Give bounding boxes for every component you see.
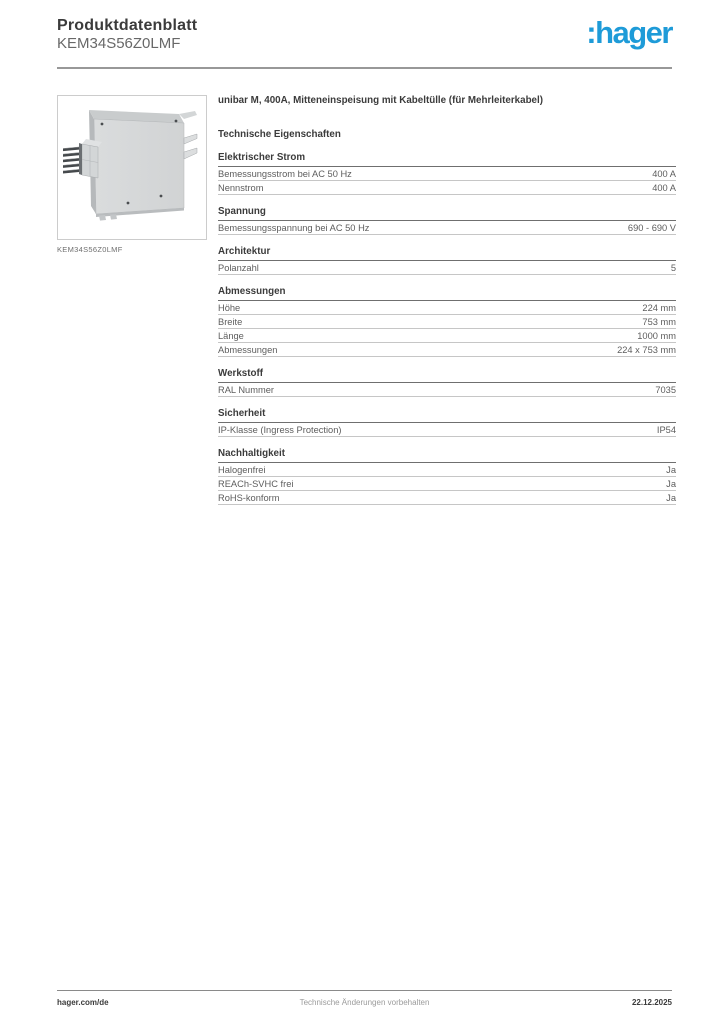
section-sicherheit <box>218 409 676 437</box>
spec-value: 400 A <box>652 183 676 193</box>
spec-label: RAL Nummer <box>218 385 274 395</box>
spec-value: 5 <box>670 263 676 273</box>
spec-value: 224 mm <box>642 303 676 313</box>
spec-label: Polanzahl <box>218 263 259 273</box>
section-elektrischer-strom <box>218 153 676 195</box>
spec-value: Ja <box>666 465 676 475</box>
section-architektur <box>218 247 676 275</box>
section-title: Architektur <box>218 247 676 261</box>
spec-row <box>218 315 676 329</box>
spec-value: 1000 mm <box>637 331 676 341</box>
spec-label: Höhe <box>218 303 241 313</box>
footer-disclaimer: Technische Änderungen vorbehalten <box>299 998 430 1007</box>
header-title-block <box>57 16 197 53</box>
product-code: KEM34S56Z0LMF <box>57 35 181 52</box>
spec-value: Ja <box>666 479 676 489</box>
spec-row <box>218 261 676 275</box>
spec-label: IP-Klasse (Ingress Protection) <box>218 425 342 435</box>
spec-label: Bemessungsstrom bei AC 50 Hz <box>218 169 352 179</box>
spec-row <box>218 329 676 343</box>
product-image <box>57 95 207 240</box>
spec-row <box>218 181 676 195</box>
spec-label: Breite <box>218 317 243 327</box>
spec-row <box>218 491 676 505</box>
spec-label: RoHS-konform <box>218 493 280 503</box>
spec-label: Abmessungen <box>218 345 278 355</box>
tech-properties-heading: Technische Eigenschaften <box>218 129 341 140</box>
header-divider <box>57 67 672 69</box>
section-title: Elektrischer Strom <box>218 153 676 167</box>
product-image-graphic <box>58 96 206 239</box>
spec-row <box>218 423 676 437</box>
spec-label: Nennstrom <box>218 183 264 193</box>
spec-value: Ja <box>666 493 676 503</box>
spec-row <box>218 463 676 477</box>
section-title: Spannung <box>218 207 676 221</box>
spec-value: IP54 <box>656 425 676 435</box>
section-title: Nachhaltigkeit <box>218 449 676 463</box>
spec-value: 690 - 690 V <box>627 223 676 233</box>
page-header <box>57 16 672 53</box>
spec-row <box>218 167 676 181</box>
hager-logo: :hager <box>586 15 672 50</box>
spec-value: 753 mm <box>642 317 676 327</box>
page-footer <box>57 990 672 1007</box>
spec-row <box>218 343 676 357</box>
footer-date: 22.12.2025 <box>631 998 672 1007</box>
spec-row <box>218 477 676 491</box>
spec-row <box>218 221 676 235</box>
product-image-caption: KEM34S56Z0LMF <box>57 245 123 254</box>
spec-label: Länge <box>218 331 244 341</box>
section-werkstoff <box>218 369 676 397</box>
spec-value: 400 A <box>652 169 676 179</box>
spec-row <box>218 383 676 397</box>
spec-row <box>218 301 676 315</box>
product-title: unibar M, 400A, Mitteneinspeisung mit Kabeltülle (für Mehrleiterkabel) <box>218 95 543 106</box>
section-title: Abmessungen <box>218 287 676 301</box>
spec-value: 224 x 753 mm <box>617 345 676 355</box>
spec-label: Bemessungsspannung bei AC 50 Hz <box>218 223 370 233</box>
section-title: Sicherheit <box>218 409 676 423</box>
section-spannung <box>218 207 676 235</box>
footer-website: hager.com/de <box>57 998 109 1007</box>
spec-label: REACh-SVHC frei <box>218 479 294 489</box>
section-title: Werkstoff <box>218 369 676 383</box>
product-figure <box>57 95 207 254</box>
section-nachhaltigkeit <box>218 449 676 505</box>
spec-value: 7035 <box>655 385 676 395</box>
spec-column <box>218 95 676 505</box>
section-abmessungen <box>218 287 676 357</box>
page-title: Produktdatenblatt <box>57 17 198 34</box>
spec-label: Halogenfrei <box>218 465 266 475</box>
